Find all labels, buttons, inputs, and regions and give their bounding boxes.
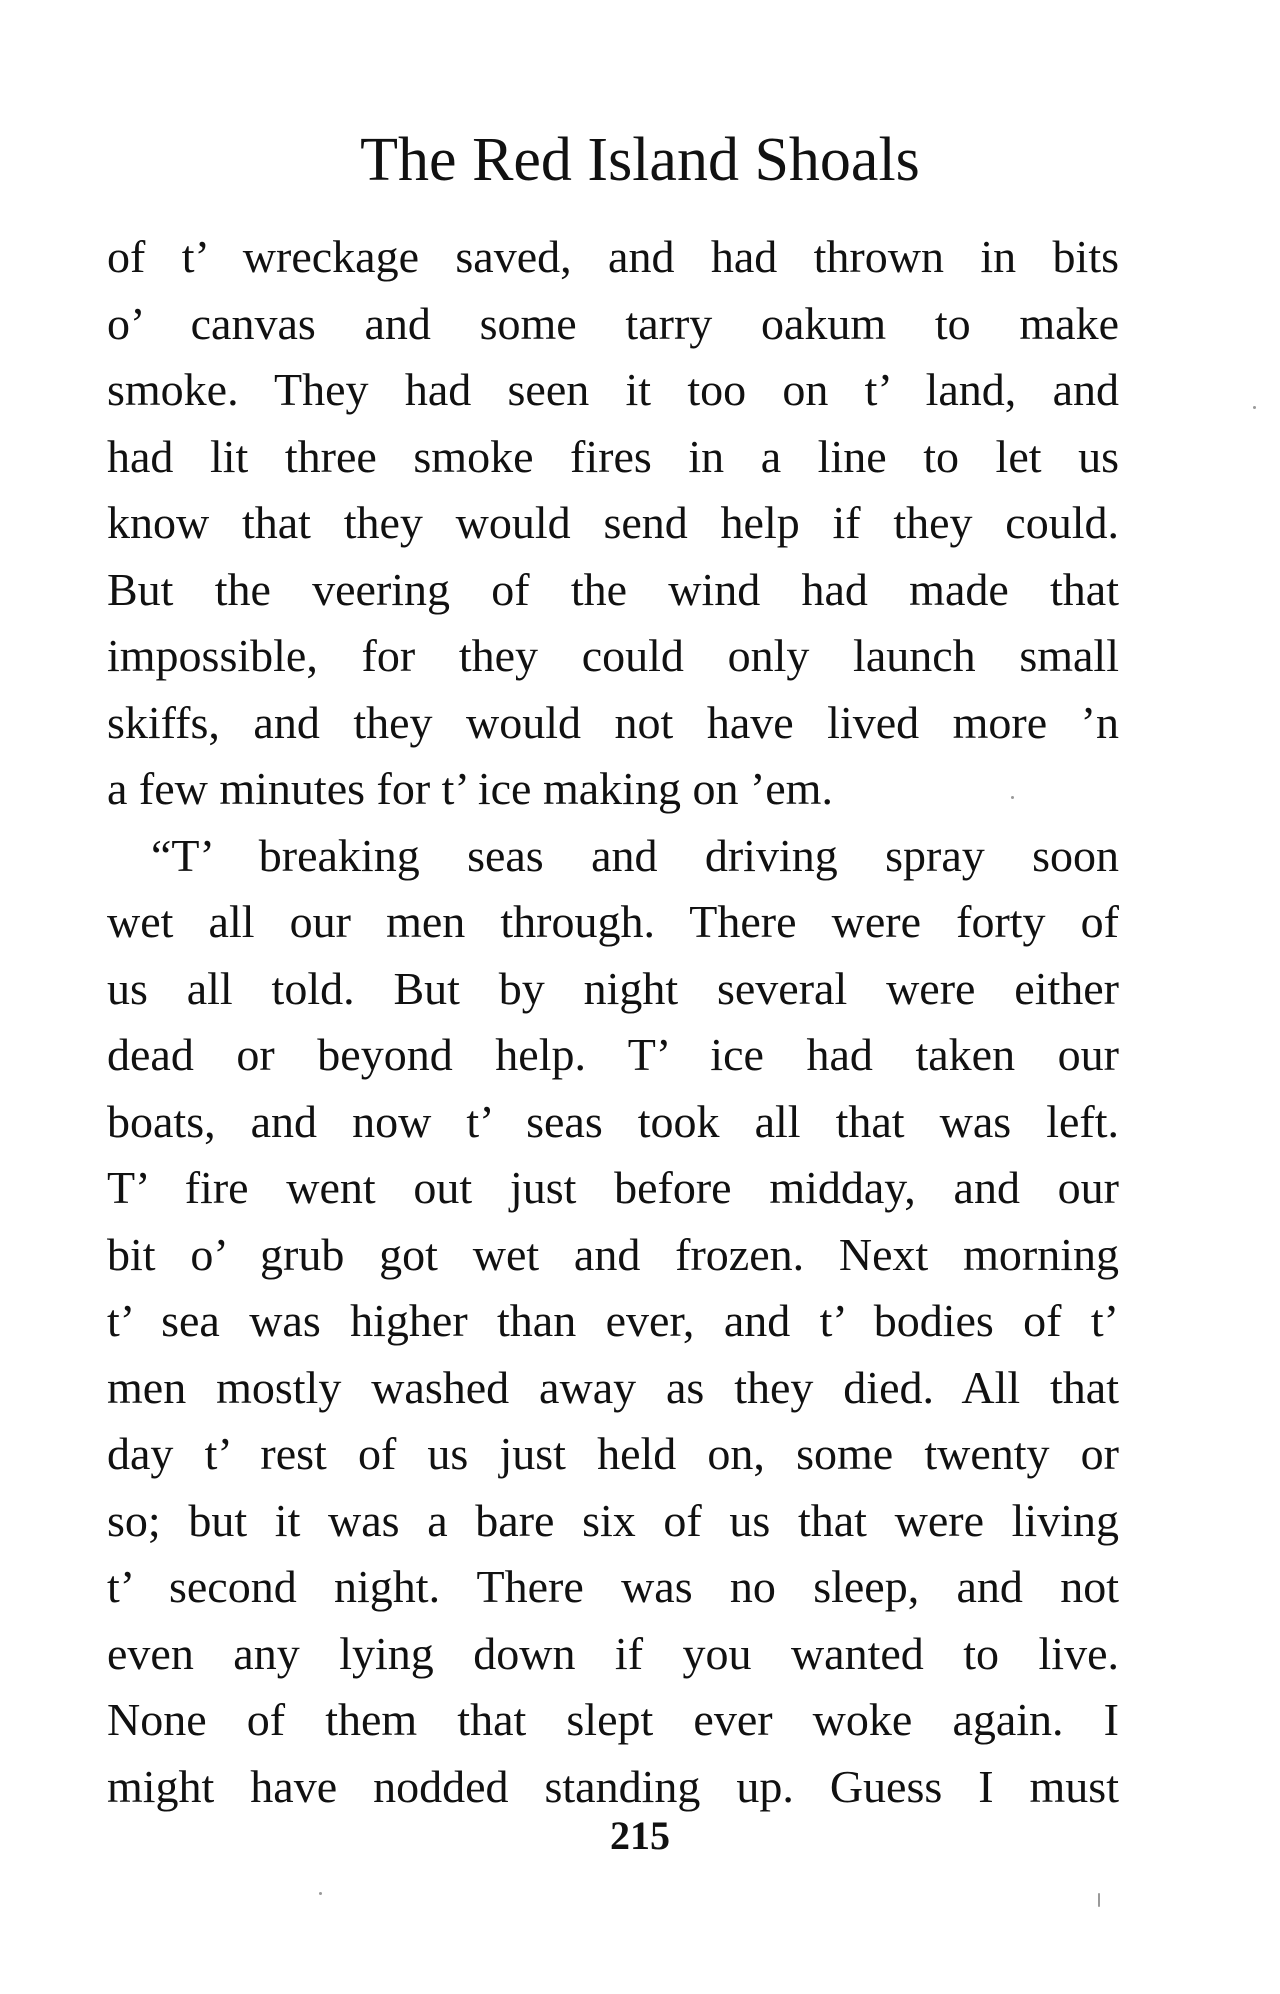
text-line: skiffs, and they would not have lived more ’n	[107, 696, 1119, 748]
text-line: smoke. They had seen it too on t’ land, and	[107, 364, 1119, 415]
page-number: 215	[610, 1813, 670, 1858]
print-speck	[319, 1892, 322, 1895]
print-speck	[1098, 1893, 1100, 1907]
text-line: so; but it was a bare six of us that were living	[107, 1494, 1119, 1546]
text-line: o’ canvas and some tarry oakum to make	[107, 297, 1119, 349]
text-line: t’ sea was higher than ever, and t’ bodies of t’	[107, 1295, 1119, 1346]
running-head: The Red Island Shoals	[360, 126, 920, 194]
text-line: t’ second night. There was no sleep, and not	[107, 1561, 1119, 1612]
body-text	[107, 224, 1119, 1820]
text-line: boats, and now t’ seas took all that was left.	[107, 1095, 1119, 1147]
text-line: None of them that slept ever woke again. I	[107, 1694, 1119, 1745]
text-line: wet all our men through. There were forty of	[107, 896, 1119, 947]
text-line: T’ fire went out just before midday, and our	[107, 1162, 1119, 1213]
text-line: of t’ wreckage saved, and had thrown in bits	[107, 231, 1119, 282]
text-line: us all told. But by night several were either	[107, 962, 1119, 1014]
print-speck	[1253, 406, 1256, 409]
paragraph-end-line: a few minutes for t’ ice making on ’em.	[107, 763, 833, 814]
text-line: dead or beyond help. T’ ice had taken our	[107, 1029, 1119, 1080]
text-line: day t’ rest of us just held on, some twenty or	[107, 1428, 1119, 1479]
text-line: know that they would send help if they could.	[107, 497, 1119, 548]
text-line: But the veering of the wind had made that	[107, 563, 1119, 615]
paragraph-start-line: “T’ breaking seas and driving spray soon	[151, 829, 1119, 881]
text-line: men mostly washed away as they died. All that	[107, 1361, 1119, 1413]
text-line: bit o’ grub got wet and frozen. Next morning	[107, 1228, 1119, 1280]
text-line: had lit three smoke fires in a line to let us	[107, 430, 1119, 482]
text-line: even any lying down if you wanted to live.	[107, 1627, 1119, 1679]
text-line: impossible, for they could only launch small	[107, 630, 1119, 681]
text-line: might have nodded standing up. Guess I must	[107, 1760, 1119, 1812]
print-speck	[1011, 796, 1014, 799]
